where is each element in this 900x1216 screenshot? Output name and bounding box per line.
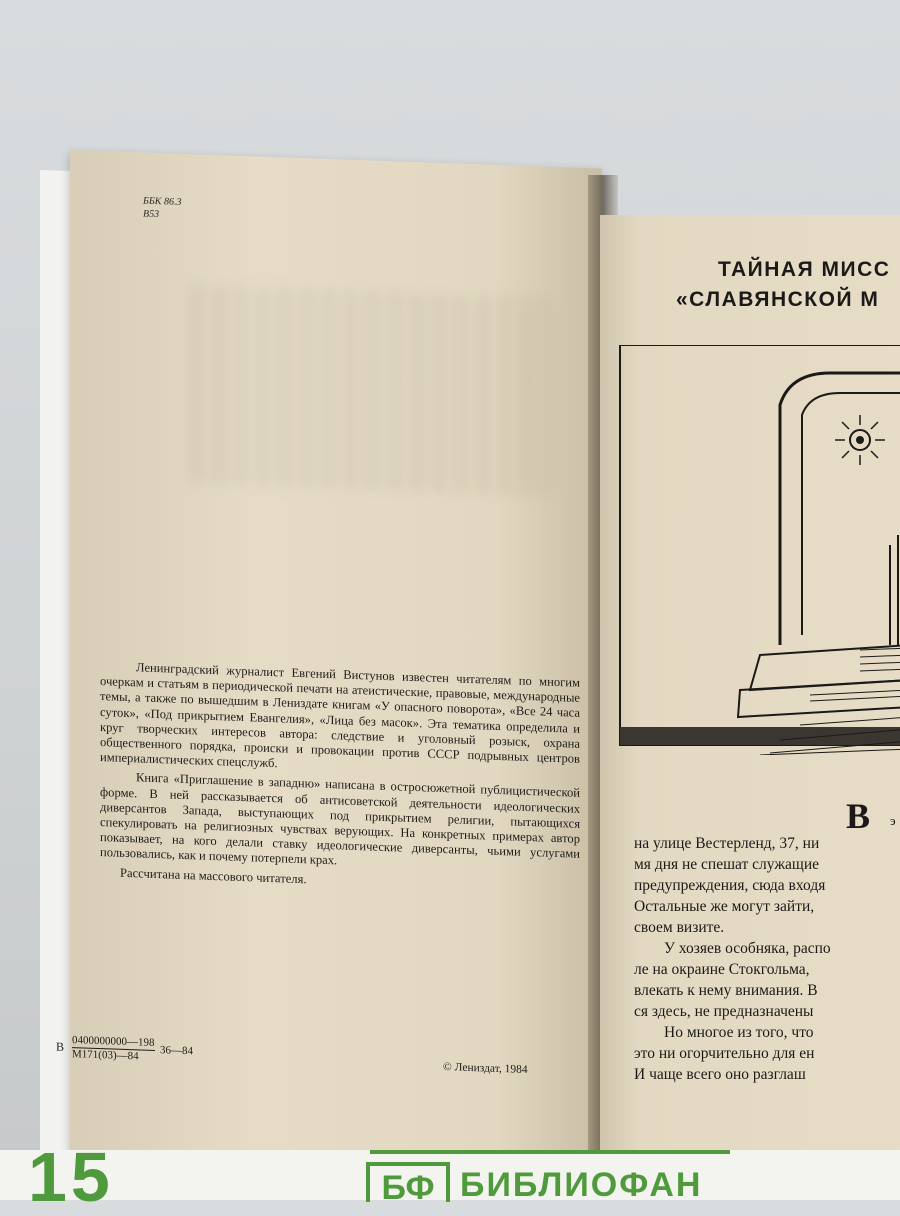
drop-cap: В bbox=[846, 796, 871, 836]
catalog-numerator: 0400000000—198 bbox=[72, 1034, 155, 1049]
abstract-paragraph-3: Рассчитана на массового читателя. bbox=[120, 865, 307, 886]
body-line: И чаще всего оно разглаш bbox=[634, 1066, 806, 1083]
sticker-accent-line bbox=[370, 1150, 730, 1154]
chapter-illustration bbox=[610, 345, 900, 755]
drop-cap-tail: э bbox=[890, 813, 896, 828]
book-abstract bbox=[100, 659, 580, 901]
catalog-prefix: В bbox=[56, 1039, 65, 1054]
bleed-through-title bbox=[190, 284, 550, 497]
copyright-line: © Лениздат, 1984 bbox=[443, 1061, 528, 1076]
bbk-block bbox=[143, 195, 181, 222]
brand-name: БИБЛИОФАН bbox=[460, 1166, 703, 1204]
brand-logo-icon: БФ bbox=[366, 1162, 450, 1202]
chapter-title-line-1: ТАЙНАЯ МИСС bbox=[718, 258, 891, 281]
abstract-paragraph-1: Ленинградский журналист Евгений Вистунов известен читателям по многим очеркам и статьям в периодической печати на атеистические, правовые, международные темы, а также по вышедшим в Лениздате книгам «У опасного поворота», «Все 24 часа суток», «Под прикрытием Евангелия», «Лица без масок». Эта тематика определила и круг творческих интересов автора: следствие и уголовный розыск, охрана общественного порядка, происки и провокации против СССР подрывных центров империалистических спецслужб. bbox=[100, 660, 580, 771]
body-line: это ни огорчительно для ен bbox=[634, 1045, 815, 1062]
body-line: Остальные же могут зайти, bbox=[634, 898, 815, 915]
seller-sticker bbox=[0, 1150, 900, 1200]
catalog-number bbox=[56, 1034, 256, 1063]
sun-emblem-icon bbox=[835, 415, 885, 465]
body-line: ся здесь, не предназначены bbox=[634, 1003, 814, 1020]
body-line: на улице Вестерленд, 37, ни bbox=[634, 835, 820, 852]
body-line: ле на окраине Стокгольма, bbox=[634, 961, 810, 978]
bbk-index: В53 bbox=[143, 208, 160, 221]
sticker-number: 15 bbox=[28, 1138, 114, 1216]
chapter-title bbox=[676, 255, 900, 315]
catalog-denominator: М171(03)—84 bbox=[72, 1048, 139, 1063]
body-line: предупреждения, сюда входя bbox=[634, 877, 826, 894]
chapter-body-text bbox=[634, 833, 900, 1085]
body-line: мя дня не спешат служащие bbox=[634, 856, 820, 873]
left-page bbox=[56, 150, 602, 1169]
body-line: У хозяев особняка, распо bbox=[664, 940, 831, 957]
catalog-suffix: 36—84 bbox=[160, 1044, 193, 1058]
chapter-title-line-2: «СЛАВЯНСКОЙ М bbox=[676, 288, 880, 311]
right-page bbox=[600, 215, 900, 1155]
body-line: Но многое из того, что bbox=[664, 1024, 814, 1041]
bbk-code: ББК 86.3 bbox=[143, 195, 182, 208]
abstract-paragraph-2: Книга «Приглашение в западню» написана в остросюжетной публицистической форме. В ней рассказывается об антисоветской деятельности идеологических диверсантов Запада, выступающих под прикрытием религии, пытающихся спекулировать на религиозных чувствах верующих. На конкретных примерах автор показывает, на кого делали ставку идеологические диверсанты, чьими услугами пользовались, как и почему потерпели крах. bbox=[100, 770, 580, 868]
body-line: влекать к нему внимания. В bbox=[634, 982, 818, 999]
body-line: своем визите. bbox=[634, 919, 725, 936]
